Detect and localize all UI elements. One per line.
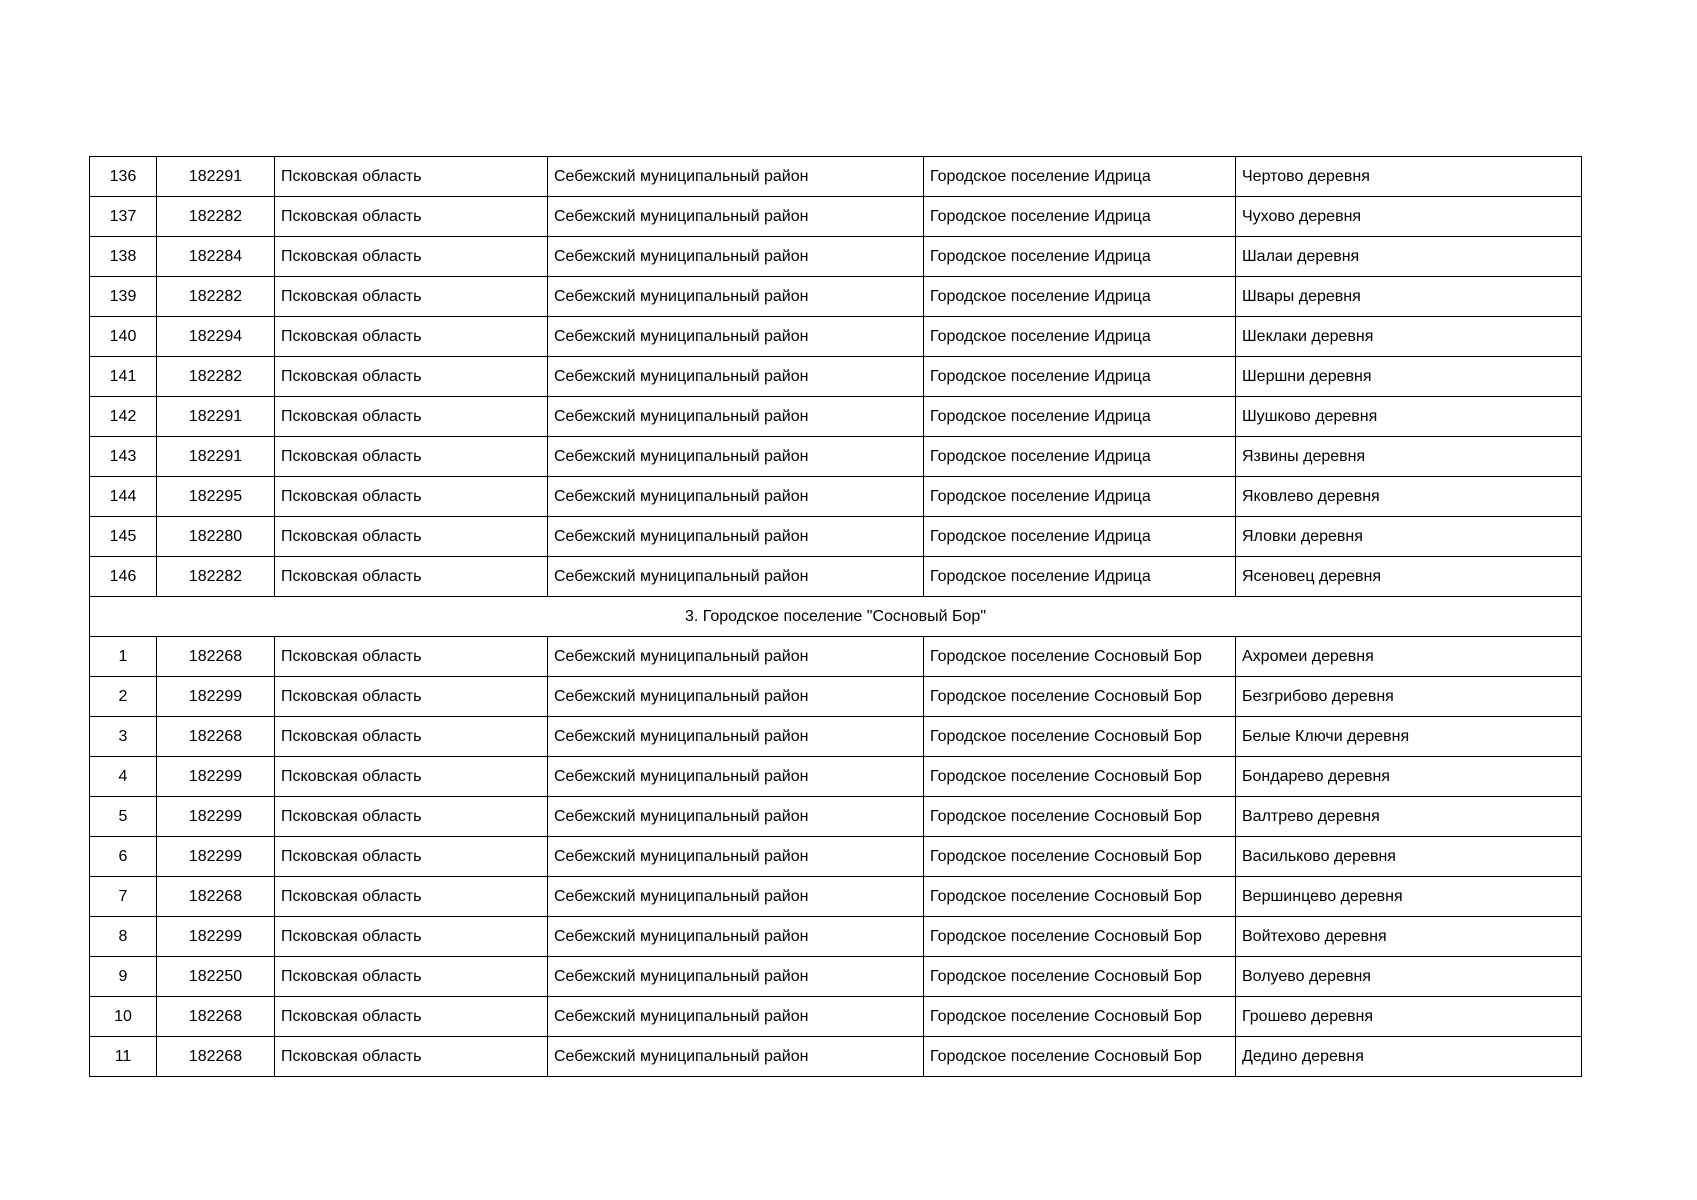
row-number-cell: 139: [90, 277, 157, 317]
locality-cell: Волуево деревня: [1236, 957, 1582, 997]
settlement-cell: Городское поселение Идрица: [924, 157, 1236, 197]
postal-index-cell: 182299: [157, 677, 275, 717]
settlements-table: [89, 156, 1582, 1077]
district-cell: Себежский муниципальный район: [548, 1037, 924, 1077]
row-number-cell: 9: [90, 957, 157, 997]
row-number-cell: 11: [90, 1037, 157, 1077]
settlement-cell: Городское поселение Сосновый Бор: [924, 917, 1236, 957]
district-cell: Себежский муниципальный район: [548, 837, 924, 877]
locality-cell: Ахромеи деревня: [1236, 637, 1582, 677]
settlement-cell: Городское поселение Сосновый Бор: [924, 837, 1236, 877]
region-cell: Псковская область: [275, 557, 548, 597]
row-number-cell: 3: [90, 717, 157, 757]
region-cell: Псковская область: [275, 837, 548, 877]
postal-index-cell: 182299: [157, 837, 275, 877]
locality-cell: Вершинцево деревня: [1236, 877, 1582, 917]
region-cell: Псковская область: [275, 477, 548, 517]
locality-cell: Валтрево деревня: [1236, 797, 1582, 837]
row-number-cell: 146: [90, 557, 157, 597]
district-cell: Себежский муниципальный район: [548, 237, 924, 277]
postal-index-cell: 182268: [157, 877, 275, 917]
table-row: [90, 877, 1582, 917]
table-row: [90, 757, 1582, 797]
row-number-cell: 136: [90, 157, 157, 197]
region-cell: Псковская область: [275, 397, 548, 437]
row-number-cell: 140: [90, 317, 157, 357]
locality-cell: Чухово деревня: [1236, 197, 1582, 237]
region-cell: Псковская область: [275, 437, 548, 477]
district-cell: Себежский муниципальный район: [548, 757, 924, 797]
settlement-cell: Городское поселение Идрица: [924, 557, 1236, 597]
row-number-cell: 141: [90, 357, 157, 397]
region-cell: Псковская область: [275, 757, 548, 797]
postal-index-cell: 182284: [157, 237, 275, 277]
row-number-cell: 4: [90, 757, 157, 797]
postal-index-cell: 182268: [157, 637, 275, 677]
table-row: [90, 237, 1582, 277]
district-cell: Себежский муниципальный район: [548, 917, 924, 957]
district-cell: Себежский муниципальный район: [548, 157, 924, 197]
settlement-cell: Городское поселение Сосновый Бор: [924, 957, 1236, 997]
settlement-cell: Городское поселение Сосновый Бор: [924, 757, 1236, 797]
settlement-cell: Городское поселение Идрица: [924, 317, 1236, 357]
row-number-cell: 2: [90, 677, 157, 717]
locality-cell: Войтехово деревня: [1236, 917, 1582, 957]
region-cell: Псковская область: [275, 637, 548, 677]
postal-index-cell: 182250: [157, 957, 275, 997]
region-cell: Псковская область: [275, 997, 548, 1037]
settlement-cell: Городское поселение Идрица: [924, 517, 1236, 557]
locality-cell: Шалаи деревня: [1236, 237, 1582, 277]
table-row: [90, 317, 1582, 357]
row-number-cell: 142: [90, 397, 157, 437]
district-cell: Себежский муниципальный район: [548, 637, 924, 677]
locality-cell: Яковлево деревня: [1236, 477, 1582, 517]
region-cell: Псковская область: [275, 717, 548, 757]
settlement-cell: Городское поселение Сосновый Бор: [924, 637, 1236, 677]
table-row: [90, 917, 1582, 957]
locality-cell: Бондарево деревня: [1236, 757, 1582, 797]
settlement-cell: Городское поселение Идрица: [924, 397, 1236, 437]
table-row: [90, 637, 1582, 677]
district-cell: Себежский муниципальный район: [548, 877, 924, 917]
row-number-cell: 144: [90, 477, 157, 517]
district-cell: Себежский муниципальный район: [548, 997, 924, 1037]
postal-index-cell: 182294: [157, 317, 275, 357]
district-cell: Себежский муниципальный район: [548, 557, 924, 597]
district-cell: Себежский муниципальный район: [548, 397, 924, 437]
district-cell: Себежский муниципальный район: [548, 717, 924, 757]
row-number-cell: 5: [90, 797, 157, 837]
locality-cell: Ясеновец деревня: [1236, 557, 1582, 597]
settlement-cell: Городское поселение Идрица: [924, 437, 1236, 477]
region-cell: Псковская область: [275, 157, 548, 197]
locality-cell: Белые Ключи деревня: [1236, 717, 1582, 757]
table-row: [90, 157, 1582, 197]
postal-index-cell: 182291: [157, 437, 275, 477]
table-row: [90, 357, 1582, 397]
settlement-cell: Городское поселение Сосновый Бор: [924, 877, 1236, 917]
row-number-cell: 138: [90, 237, 157, 277]
table-body: [90, 157, 1582, 1077]
region-cell: Псковская область: [275, 677, 548, 717]
region-cell: Псковская область: [275, 957, 548, 997]
row-number-cell: 10: [90, 997, 157, 1037]
district-cell: Себежский муниципальный район: [548, 517, 924, 557]
postal-index-cell: 182282: [157, 197, 275, 237]
settlement-cell: Городское поселение Идрица: [924, 237, 1236, 277]
region-cell: Псковская область: [275, 277, 548, 317]
table-row: [90, 677, 1582, 717]
locality-cell: Безгрибово деревня: [1236, 677, 1582, 717]
locality-cell: Васильково деревня: [1236, 837, 1582, 877]
locality-cell: Шушково деревня: [1236, 397, 1582, 437]
table-row: [90, 957, 1582, 997]
table-row: [90, 1037, 1582, 1077]
district-cell: Себежский муниципальный район: [548, 797, 924, 837]
district-cell: Себежский муниципальный район: [548, 317, 924, 357]
table-row: [90, 797, 1582, 837]
region-cell: Псковская область: [275, 797, 548, 837]
locality-cell: Язвины деревня: [1236, 437, 1582, 477]
table-row: [90, 477, 1582, 517]
postal-index-cell: 182282: [157, 277, 275, 317]
settlement-cell: Городское поселение Сосновый Бор: [924, 677, 1236, 717]
postal-index-cell: 182291: [157, 157, 275, 197]
district-cell: Себежский муниципальный район: [548, 957, 924, 997]
table-row: [90, 197, 1582, 237]
settlement-cell: Городское поселение Идрица: [924, 197, 1236, 237]
settlement-cell: Городское поселение Сосновый Бор: [924, 797, 1236, 837]
region-cell: Псковская область: [275, 917, 548, 957]
region-cell: Псковская область: [275, 517, 548, 557]
locality-cell: Грошево деревня: [1236, 997, 1582, 1037]
row-number-cell: 8: [90, 917, 157, 957]
locality-cell: Шершни деревня: [1236, 357, 1582, 397]
table-row: [90, 997, 1582, 1037]
district-cell: Себежский муниципальный район: [548, 477, 924, 517]
settlement-cell: Городское поселение Идрица: [924, 277, 1236, 317]
postal-index-cell: 182295: [157, 477, 275, 517]
district-cell: Себежский муниципальный район: [548, 197, 924, 237]
row-number-cell: 1: [90, 637, 157, 677]
region-cell: Псковская область: [275, 197, 548, 237]
settlement-cell: Городское поселение Сосновый Бор: [924, 1037, 1236, 1077]
postal-index-cell: 182299: [157, 917, 275, 957]
postal-index-cell: 182268: [157, 997, 275, 1037]
district-cell: Себежский муниципальный район: [548, 437, 924, 477]
table-row: [90, 277, 1582, 317]
postal-index-cell: 182299: [157, 757, 275, 797]
locality-cell: Шеклаки деревня: [1236, 317, 1582, 357]
table-row: [90, 837, 1582, 877]
row-number-cell: 137: [90, 197, 157, 237]
row-number-cell: 6: [90, 837, 157, 877]
settlement-cell: Городское поселение Идрица: [924, 357, 1236, 397]
table-row: [90, 437, 1582, 477]
table-row: [90, 717, 1582, 757]
postal-index-cell: 182280: [157, 517, 275, 557]
postal-index-cell: 182268: [157, 717, 275, 757]
region-cell: Псковская область: [275, 1037, 548, 1077]
section-header-row: [90, 597, 1582, 637]
locality-cell: Дедино деревня: [1236, 1037, 1582, 1077]
settlement-cell: Городское поселение Сосновый Бор: [924, 997, 1236, 1037]
postal-index-cell: 182282: [157, 357, 275, 397]
locality-cell: Яловки деревня: [1236, 517, 1582, 557]
settlement-cell: Городское поселение Идрица: [924, 477, 1236, 517]
district-cell: Себежский муниципальный район: [548, 277, 924, 317]
table-row: [90, 397, 1582, 437]
row-number-cell: 145: [90, 517, 157, 557]
postal-index-cell: 182299: [157, 797, 275, 837]
postal-index-cell: 182291: [157, 397, 275, 437]
postal-index-cell: 182268: [157, 1037, 275, 1077]
settlement-cell: Городское поселение Сосновый Бор: [924, 717, 1236, 757]
table-row: [90, 557, 1582, 597]
section-header: 3. Городское поселение "Сосновый Бор": [90, 597, 1582, 637]
district-cell: Себежский муниципальный район: [548, 357, 924, 397]
region-cell: Псковская область: [275, 237, 548, 277]
region-cell: Псковская область: [275, 877, 548, 917]
row-number-cell: 143: [90, 437, 157, 477]
postal-index-cell: 182282: [157, 557, 275, 597]
table-row: [90, 517, 1582, 557]
region-cell: Псковская область: [275, 317, 548, 357]
row-number-cell: 7: [90, 877, 157, 917]
district-cell: Себежский муниципальный район: [548, 677, 924, 717]
locality-cell: Швары деревня: [1236, 277, 1582, 317]
region-cell: Псковская область: [275, 357, 548, 397]
locality-cell: Чертово деревня: [1236, 157, 1582, 197]
